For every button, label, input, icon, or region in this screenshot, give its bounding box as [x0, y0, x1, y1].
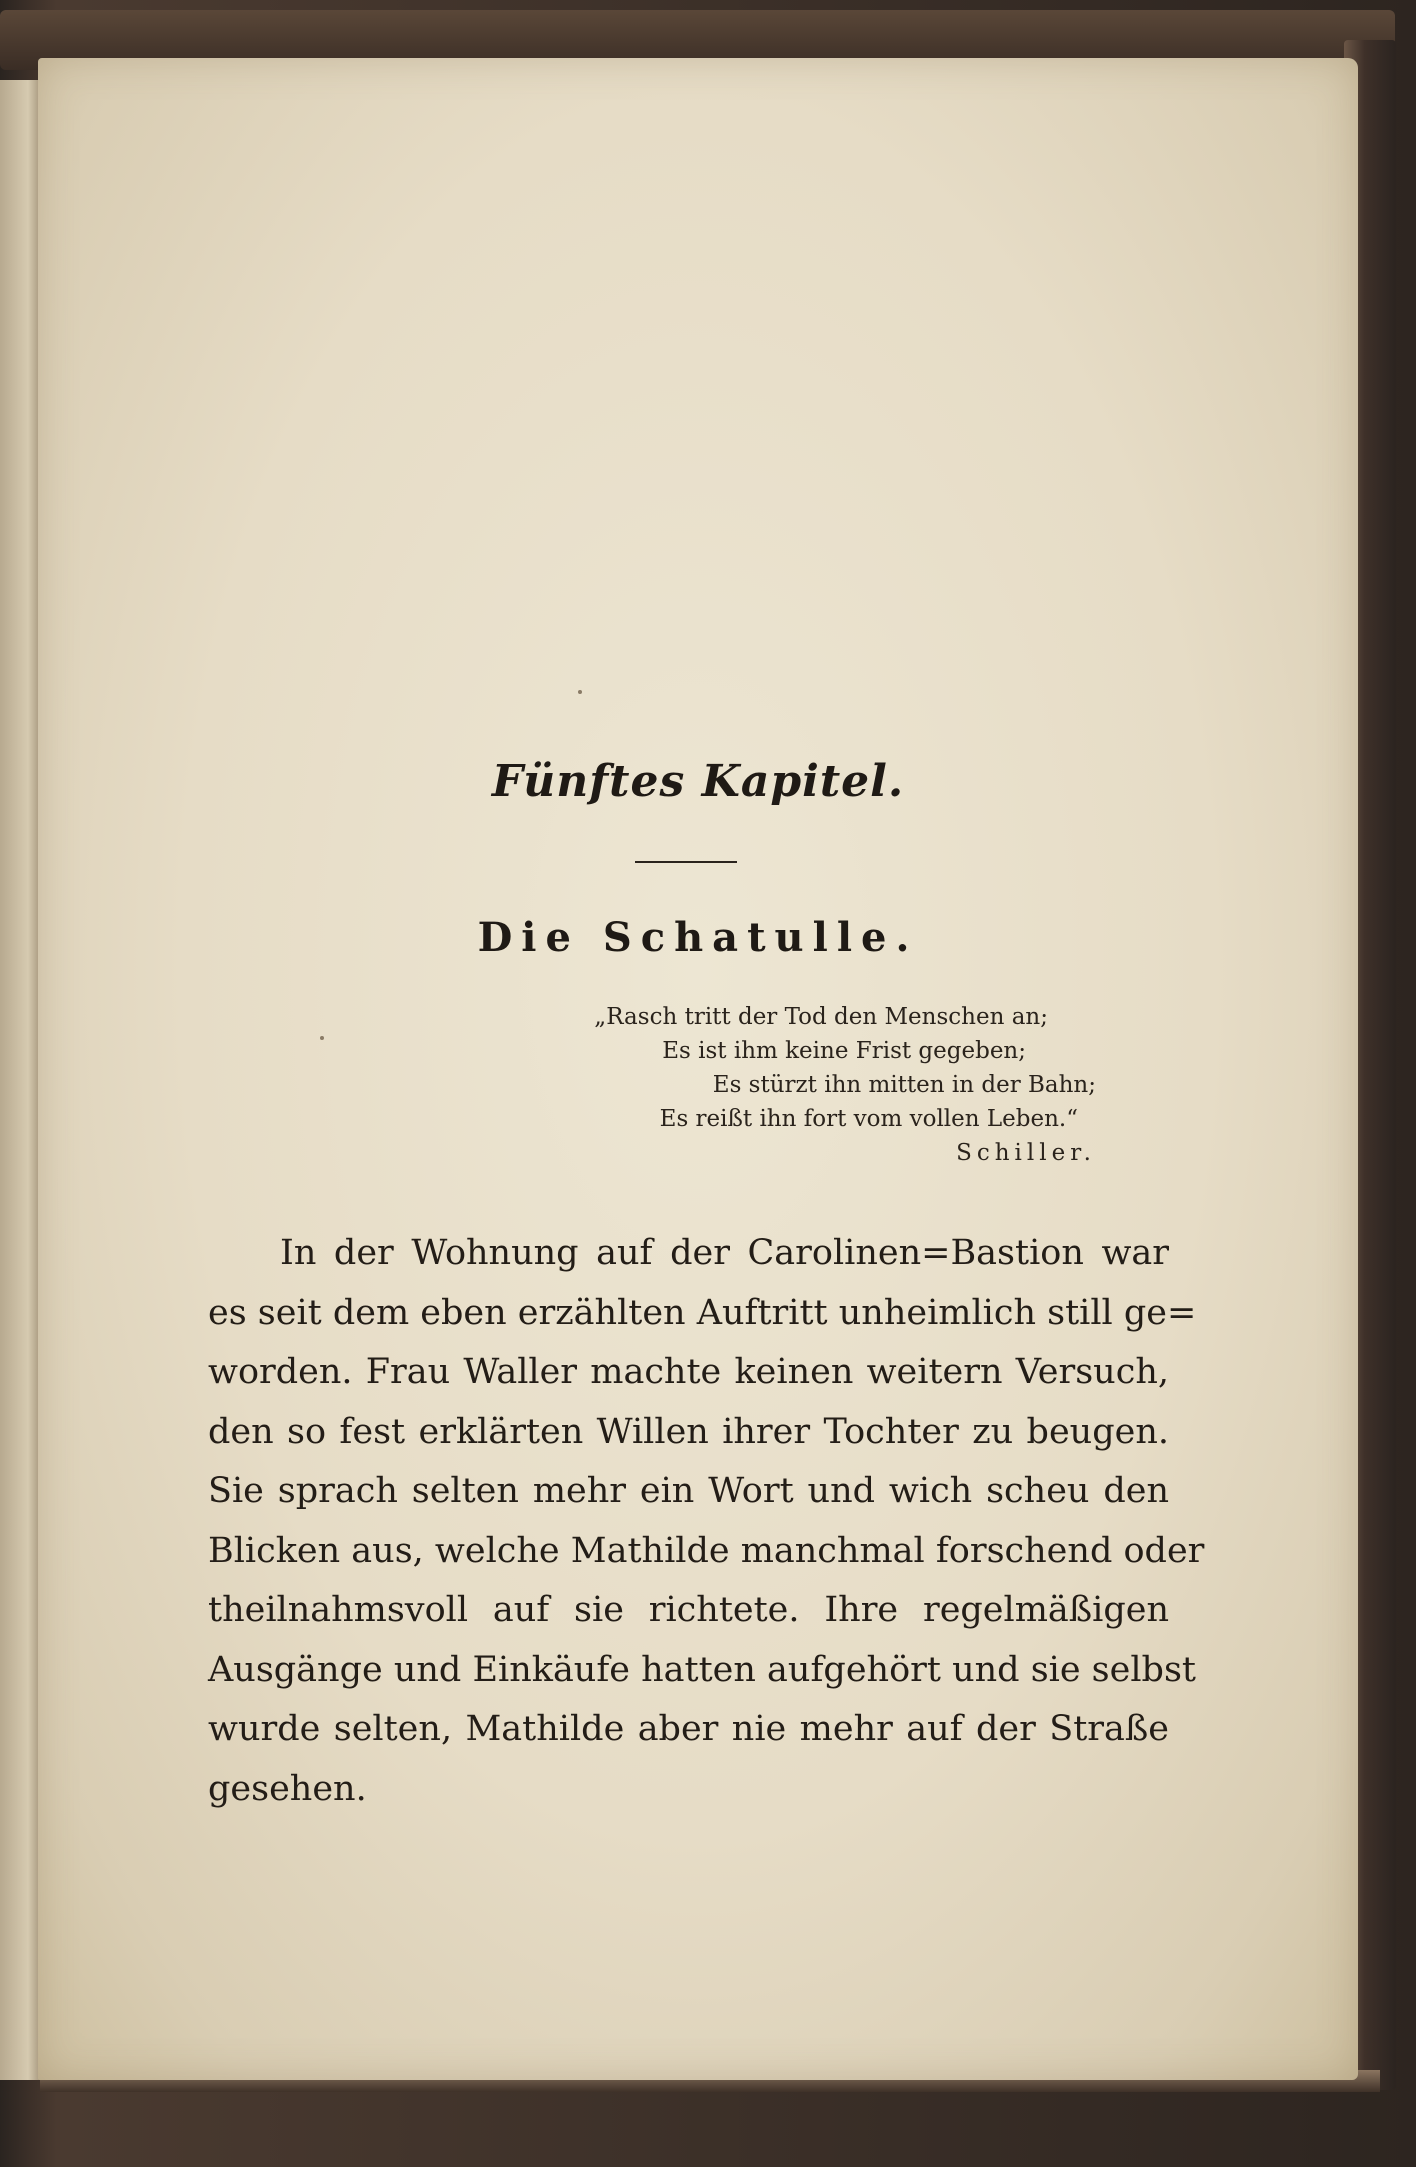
title-divider [635, 861, 737, 863]
body-line: es seit dem eben erzählten Auftritt unheimlich still ge= [208, 1292, 1197, 1333]
epigraph-line: „Rasch tritt der Tod den Menschen an; [594, 1004, 1048, 1030]
paper-speck [578, 690, 582, 694]
body-line: worden. Frau Waller machte keinen weitern Versuch, [208, 1352, 1169, 1392]
body-line: Ausgänge und Einkäufe hatten aufgehört und sie selbst [208, 1649, 1196, 1690]
chapter-title: Fünftes Kapitel. [491, 756, 905, 807]
body-line: In der Wohnung auf der Carolinen=Bastion war [280, 1233, 1169, 1273]
page-content [38, 58, 1358, 2080]
body-line: den so fest erklärten Willen ihrer Tochter zu beugen. [208, 1411, 1169, 1452]
epigraph-line: Es reißt ihn fort vom vollen Leben.“ [659, 1106, 1078, 1132]
body-line: Blicken aus, welche Mathilde manchmal forschend oder [208, 1530, 1205, 1571]
body-paragraph [208, 1224, 1205, 1819]
epigraph-author: Schiller. [956, 1140, 1096, 1166]
paper-speck [320, 1036, 324, 1040]
epigraph-line: Es stürzt ihn mitten in der Bahn; [712, 1072, 1096, 1098]
facing-page-edge [0, 80, 40, 2080]
body-line: Sie sprach selten mehr ein Wort und wich scheu den [208, 1471, 1169, 1511]
chapter-subtitle: Die Schatulle. [477, 914, 919, 961]
book-page [38, 58, 1358, 2080]
epigraph-line: Es ist ihm keine Frist gegeben; [662, 1038, 1026, 1064]
epigraph [496, 1000, 1096, 1170]
body-line: wurde selten, Mathilde aber nie mehr auf der Straße [208, 1709, 1169, 1749]
body-line: gesehen. [208, 1768, 367, 1809]
body-line: theilnahmsvoll auf sie richtete. Ihre regelmäßigen [208, 1590, 1169, 1630]
